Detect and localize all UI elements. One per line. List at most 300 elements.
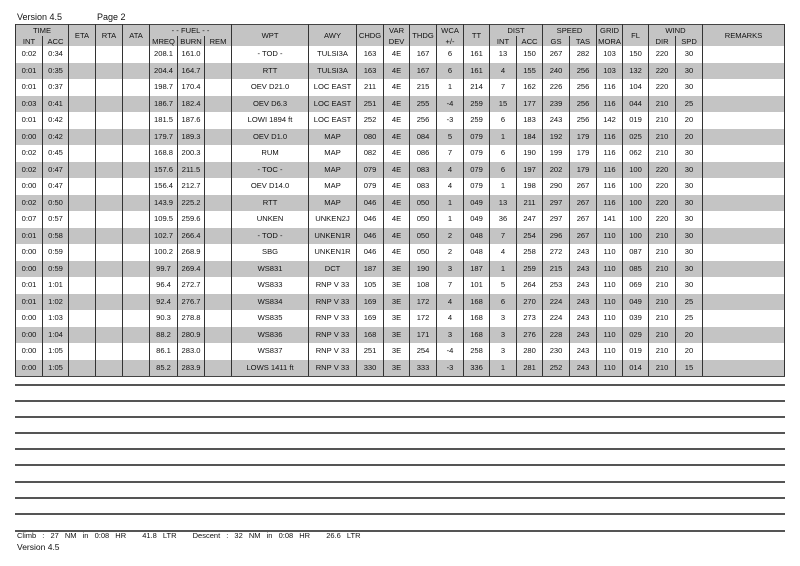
cell-wind-dir: 220	[649, 178, 676, 195]
cell-wpt: LOWS 1411 ft	[232, 360, 309, 377]
cell-var-dev: 4E	[384, 244, 410, 261]
table-row	[16, 195, 785, 212]
cell-wpt: WS834	[232, 294, 309, 311]
cell-chdg: 330	[357, 360, 384, 377]
cell-fl: 100	[623, 211, 649, 228]
cell-wind-dir: 210	[649, 294, 676, 311]
cell-tas: 243	[570, 294, 597, 311]
cell-var-dev: 4E	[384, 96, 410, 113]
cell-wpt: WS837	[232, 343, 309, 360]
cell-gs: 243	[543, 112, 570, 129]
cell-mreq: 92.4	[150, 294, 178, 311]
cell-gs: 297	[543, 211, 570, 228]
cell-var-dev: 3E	[384, 327, 410, 344]
cell-chdg: 251	[357, 96, 384, 113]
cell-tas: 243	[570, 343, 597, 360]
cell-time-int: 0:01	[16, 112, 43, 129]
cell-rem	[205, 195, 232, 212]
cell-fl: 019	[623, 112, 649, 129]
col-dist-int: INT	[490, 36, 517, 46]
cell-time-int: 0:07	[16, 211, 43, 228]
cell-burn: 211.5	[178, 162, 205, 179]
cell-rta	[96, 96, 123, 113]
cell-rem	[205, 112, 232, 129]
cell-dist-int: 6	[490, 294, 517, 311]
cell-tas: 256	[570, 96, 597, 113]
cell-ata	[123, 244, 150, 261]
cell-rta	[96, 310, 123, 327]
cell-wind-spd: 25	[676, 96, 703, 113]
cell-tt: 187	[464, 261, 490, 278]
col-fl: FL	[623, 25, 649, 47]
cell-chdg: 046	[357, 228, 384, 245]
cell-wind-dir: 210	[649, 112, 676, 129]
cell-gs: 290	[543, 178, 570, 195]
cell-burn: 200.3	[178, 145, 205, 162]
cell-dist-acc: 162	[517, 79, 543, 96]
cell-wind-spd: 30	[676, 63, 703, 80]
cell-time-int: 0:02	[16, 195, 43, 212]
cell-rta	[96, 211, 123, 228]
cell-gs: 296	[543, 228, 570, 245]
cell-wind-dir: 210	[649, 327, 676, 344]
cell-chdg: 082	[357, 145, 384, 162]
cell-rta	[96, 195, 123, 212]
cell-grid-mora: 110	[597, 294, 623, 311]
cell-mreq: 186.7	[150, 96, 178, 113]
table-row	[16, 63, 785, 80]
cell-rem	[205, 211, 232, 228]
cell-rta	[96, 277, 123, 294]
climb-time: 0:08	[94, 531, 110, 540]
cell-dist-acc: 280	[517, 343, 543, 360]
cell-time-acc: 0:34	[43, 46, 69, 63]
cell-thdg: 172	[410, 294, 437, 311]
cell-wpt: - TOD -	[232, 46, 309, 63]
cell-dist-acc: 184	[517, 129, 543, 146]
cell-time-int: 0:00	[16, 360, 43, 377]
cell-rta	[96, 327, 123, 344]
hr-unit: HR	[115, 531, 127, 540]
cell-wind-spd: 30	[676, 145, 703, 162]
cell-tt: 079	[464, 145, 490, 162]
cell-awy: MAP	[309, 162, 357, 179]
cell-tt: 214	[464, 79, 490, 96]
cell-wind-spd: 30	[676, 195, 703, 212]
cell-wca: -4	[437, 343, 464, 360]
cell-awy: RNP V 33	[309, 327, 357, 344]
cell-time-acc: 0:50	[43, 195, 69, 212]
cell-rta	[96, 294, 123, 311]
cell-var-dev: 4E	[384, 228, 410, 245]
cell-wind-spd: 30	[676, 178, 703, 195]
cell-rta	[96, 228, 123, 245]
cell-dist-acc: 281	[517, 360, 543, 377]
cell-grid-mora: 110	[597, 327, 623, 344]
cell-tt: 168	[464, 294, 490, 311]
cell-burn: 283.0	[178, 343, 205, 360]
cell-grid-mora: 116	[597, 79, 623, 96]
cell-dist-int: 1	[490, 129, 517, 146]
cell-thdg: 083	[410, 178, 437, 195]
cell-gs: 228	[543, 327, 570, 344]
cell-wind-dir: 210	[649, 360, 676, 377]
cell-tt: 336	[464, 360, 490, 377]
cell-eta	[69, 79, 96, 96]
cell-dist-int: 5	[490, 277, 517, 294]
cell-var-dev: 4E	[384, 46, 410, 63]
cell-dist-int: 6	[490, 112, 517, 129]
cell-burn: 266.4	[178, 228, 205, 245]
cell-var-dev: 4E	[384, 79, 410, 96]
cell-dist-int: 3	[490, 310, 517, 327]
cell-time-acc: 1:05	[43, 360, 69, 377]
cell-tt: 079	[464, 178, 490, 195]
cell-rem	[205, 46, 232, 63]
cell-rta	[96, 112, 123, 129]
cell-burn: 259.6	[178, 211, 205, 228]
cell-time-int: 0:02	[16, 162, 43, 179]
cell-thdg: 050	[410, 228, 437, 245]
cell-mreq: 157.6	[150, 162, 178, 179]
cell-tt: 168	[464, 310, 490, 327]
cell-tas: 243	[570, 360, 597, 377]
cell-eta	[69, 294, 96, 311]
cell-fl: 062	[623, 145, 649, 162]
cell-grid-mora: 116	[597, 145, 623, 162]
table-row	[16, 112, 785, 129]
cell-ata	[123, 327, 150, 344]
cell-dist-acc: 270	[517, 294, 543, 311]
cell-time-int: 0:00	[16, 178, 43, 195]
note-line	[15, 481, 785, 483]
cell-gs: 272	[543, 244, 570, 261]
cell-wpt: WS836	[232, 327, 309, 344]
cell-thdg: 086	[410, 145, 437, 162]
cell-remarks	[703, 178, 785, 195]
cell-wca: 3	[437, 261, 464, 278]
cell-wca: 4	[437, 162, 464, 179]
cell-dist-acc: 254	[517, 228, 543, 245]
cell-wca: 2	[437, 228, 464, 245]
cell-dist-int: 6	[490, 162, 517, 179]
cell-rem	[205, 79, 232, 96]
cell-tas: 256	[570, 112, 597, 129]
cell-wca: 6	[437, 63, 464, 80]
cell-var-dev: 4E	[384, 145, 410, 162]
cell-eta	[69, 244, 96, 261]
col-time-acc: ACC	[43, 36, 69, 46]
cell-wind-dir: 210	[649, 343, 676, 360]
cell-remarks	[703, 277, 785, 294]
cell-time-acc: 0:45	[43, 145, 69, 162]
cell-wind-spd: 30	[676, 277, 703, 294]
cell-tt: 079	[464, 162, 490, 179]
cell-mreq: 109.5	[150, 211, 178, 228]
cell-ata	[123, 228, 150, 245]
cell-ata	[123, 294, 150, 311]
cell-time-acc: 1:05	[43, 343, 69, 360]
cell-gs: 297	[543, 195, 570, 212]
cell-rta	[96, 129, 123, 146]
cell-wind-spd: 20	[676, 129, 703, 146]
cell-eta	[69, 277, 96, 294]
cell-rta	[96, 261, 123, 278]
cell-gs: 224	[543, 310, 570, 327]
cell-awy: MAP	[309, 178, 357, 195]
cell-thdg: 050	[410, 244, 437, 261]
cell-wca: 1	[437, 79, 464, 96]
cell-grid-mora: 110	[597, 261, 623, 278]
cell-remarks	[703, 360, 785, 377]
cell-burn: 268.9	[178, 244, 205, 261]
cell-time-acc: 0:57	[43, 211, 69, 228]
cell-burn: 283.9	[178, 360, 205, 377]
nm-unit: NM	[64, 531, 77, 540]
cell-burn: 189.3	[178, 129, 205, 146]
cell-thdg: 255	[410, 96, 437, 113]
cell-wpt: WS831	[232, 261, 309, 278]
cell-ata	[123, 343, 150, 360]
page-label: Page 2	[97, 12, 126, 22]
cell-rem	[205, 96, 232, 113]
cell-chdg: 163	[357, 46, 384, 63]
cell-tas: 267	[570, 195, 597, 212]
cell-mreq: 168.8	[150, 145, 178, 162]
cell-remarks	[703, 211, 785, 228]
cell-thdg: 333	[410, 360, 437, 377]
cell-dist-int: 4	[490, 244, 517, 261]
cell-rem	[205, 310, 232, 327]
cell-mreq: 204.4	[150, 63, 178, 80]
cell-awy: UNKEN1R	[309, 244, 357, 261]
cell-dist-int: 7	[490, 228, 517, 245]
col-wind: WIND	[649, 25, 703, 37]
cell-wind-dir: 210	[649, 244, 676, 261]
col-remarks: REMARKS	[703, 25, 785, 47]
cell-wind-dir: 210	[649, 261, 676, 278]
cell-wind-dir: 210	[649, 145, 676, 162]
cell-eta	[69, 261, 96, 278]
cell-awy: UNKEN1R	[309, 228, 357, 245]
cell-dist-int: 13	[490, 195, 517, 212]
cell-tas: 267	[570, 178, 597, 195]
cell-eta	[69, 162, 96, 179]
cell-rta	[96, 145, 123, 162]
cell-wind-dir: 220	[649, 46, 676, 63]
descent-time: 0:08	[278, 531, 294, 540]
cell-eta	[69, 327, 96, 344]
cell-time-acc: 0:47	[43, 162, 69, 179]
cell-grid-mora: 110	[597, 310, 623, 327]
cell-gs: 239	[543, 96, 570, 113]
cell-chdg: 080	[357, 129, 384, 146]
cell-wind-dir: 220	[649, 211, 676, 228]
col-burn: BURN	[178, 36, 205, 46]
version-label: Version 4.5	[17, 12, 63, 22]
cell-chdg: 169	[357, 310, 384, 327]
navigation-log-table	[15, 24, 785, 377]
cell-mreq: 88.2	[150, 327, 178, 344]
cell-wca: -3	[437, 360, 464, 377]
cell-rem	[205, 162, 232, 179]
col-ata: ATA	[123, 25, 150, 47]
cell-var-dev: 3E	[384, 310, 410, 327]
table-row	[16, 211, 785, 228]
cell-mreq: 100.2	[150, 244, 178, 261]
cell-ata	[123, 195, 150, 212]
cell-tas: 256	[570, 63, 597, 80]
cell-eta	[69, 63, 96, 80]
cell-remarks	[703, 145, 785, 162]
cell-var-dev: 3E	[384, 261, 410, 278]
cell-remarks	[703, 343, 785, 360]
table-row	[16, 129, 785, 146]
cell-thdg: 172	[410, 310, 437, 327]
note-line	[15, 432, 785, 434]
cell-dist-int: 4	[490, 63, 517, 80]
table-row	[16, 96, 785, 113]
cell-wpt: RUM	[232, 145, 309, 162]
cell-dist-acc: 190	[517, 145, 543, 162]
cell-eta	[69, 112, 96, 129]
cell-rta	[96, 343, 123, 360]
cell-tt: 049	[464, 211, 490, 228]
in-label: in	[266, 531, 273, 540]
cell-gs: 253	[543, 277, 570, 294]
cell-eta	[69, 211, 96, 228]
cell-grid-mora: 110	[597, 277, 623, 294]
cell-tas: 179	[570, 145, 597, 162]
cell-wind-spd: 25	[676, 294, 703, 311]
cell-time-int: 0:02	[16, 145, 43, 162]
cell-tt: 161	[464, 46, 490, 63]
cell-grid-mora: 142	[597, 112, 623, 129]
cell-ata	[123, 211, 150, 228]
cell-wca: 2	[437, 244, 464, 261]
cell-wca: 1	[437, 195, 464, 212]
cell-rem	[205, 63, 232, 80]
cell-time-acc: 0:41	[43, 96, 69, 113]
cell-grid-mora: 110	[597, 228, 623, 245]
cell-wpt: RTT	[232, 195, 309, 212]
cell-tt: 168	[464, 327, 490, 344]
footer-version: Version 4.5	[17, 542, 60, 552]
col-fuel: - - FUEL - -	[150, 25, 232, 37]
cell-wpt: - TOC -	[232, 162, 309, 179]
ltr-unit: LTR	[162, 531, 177, 540]
ltr-unit: LTR	[346, 531, 361, 540]
cell-wpt: WS833	[232, 277, 309, 294]
cell-wind-dir: 210	[649, 228, 676, 245]
cell-rta	[96, 162, 123, 179]
cell-tt: 048	[464, 244, 490, 261]
cell-wca: -4	[437, 96, 464, 113]
cell-fl: 069	[623, 277, 649, 294]
col-speed: SPEED	[543, 25, 597, 37]
cell-tt: 079	[464, 129, 490, 146]
cell-awy: RNP V 33	[309, 277, 357, 294]
cell-ata	[123, 96, 150, 113]
cell-remarks	[703, 294, 785, 311]
cell-thdg: 108	[410, 277, 437, 294]
cell-dist-int: 1	[490, 261, 517, 278]
col-tas: TAS	[570, 36, 597, 46]
cell-eta	[69, 360, 96, 377]
cell-chdg: 168	[357, 327, 384, 344]
cell-burn: 225.2	[178, 195, 205, 212]
cell-var-dev: 4E	[384, 162, 410, 179]
col-time-int: INT	[16, 36, 43, 46]
cell-time-int: 0:02	[16, 46, 43, 63]
cell-mreq: 156.4	[150, 178, 178, 195]
cell-wca: -3	[437, 112, 464, 129]
cell-tt: 101	[464, 277, 490, 294]
cell-rem	[205, 327, 232, 344]
cell-thdg: 050	[410, 195, 437, 212]
note-line	[15, 448, 785, 450]
cell-wind-spd: 20	[676, 327, 703, 344]
cell-dist-int: 15	[490, 96, 517, 113]
cell-mreq: 181.5	[150, 112, 178, 129]
cell-tas: 179	[570, 162, 597, 179]
cell-gs: 224	[543, 294, 570, 311]
table-row	[16, 178, 785, 195]
col-grid: GRID	[597, 25, 623, 37]
cell-fl: 039	[623, 310, 649, 327]
cell-mreq: 102.7	[150, 228, 178, 245]
cell-thdg: 084	[410, 129, 437, 146]
cell-fl: 085	[623, 261, 649, 278]
cell-wca: 4	[437, 294, 464, 311]
cell-wpt: OEV D1.0	[232, 129, 309, 146]
cell-ata	[123, 129, 150, 146]
cell-chdg: 163	[357, 63, 384, 80]
cell-wca: 5	[437, 129, 464, 146]
cell-wpt: WS835	[232, 310, 309, 327]
cell-fl: 025	[623, 129, 649, 146]
col-awy: AWY	[309, 25, 357, 47]
cell-dist-int: 6	[490, 145, 517, 162]
cell-burn: 164.7	[178, 63, 205, 80]
cell-mreq: 85.2	[150, 360, 178, 377]
cell-thdg: 167	[410, 46, 437, 63]
cell-fl: 049	[623, 294, 649, 311]
col-rem: REM	[205, 36, 232, 46]
cell-var-dev: 4E	[384, 178, 410, 195]
cell-eta	[69, 145, 96, 162]
table-row	[16, 360, 785, 377]
cell-wind-spd: 15	[676, 360, 703, 377]
note-line	[15, 384, 785, 386]
cell-remarks	[703, 63, 785, 80]
cell-wind-spd: 30	[676, 162, 703, 179]
cell-thdg: 256	[410, 112, 437, 129]
col-dev: DEV	[384, 36, 410, 46]
cell-dist-acc: 258	[517, 244, 543, 261]
cell-grid-mora: 110	[597, 343, 623, 360]
cell-mreq: 96.4	[150, 277, 178, 294]
cell-tas: 243	[570, 261, 597, 278]
cell-awy: DCT	[309, 261, 357, 278]
cell-wind-dir: 210	[649, 277, 676, 294]
cell-tas: 243	[570, 310, 597, 327]
cell-tas: 256	[570, 79, 597, 96]
col-dir: DIR	[649, 36, 676, 46]
cell-awy: MAP	[309, 195, 357, 212]
cell-rta	[96, 360, 123, 377]
cell-ata	[123, 162, 150, 179]
